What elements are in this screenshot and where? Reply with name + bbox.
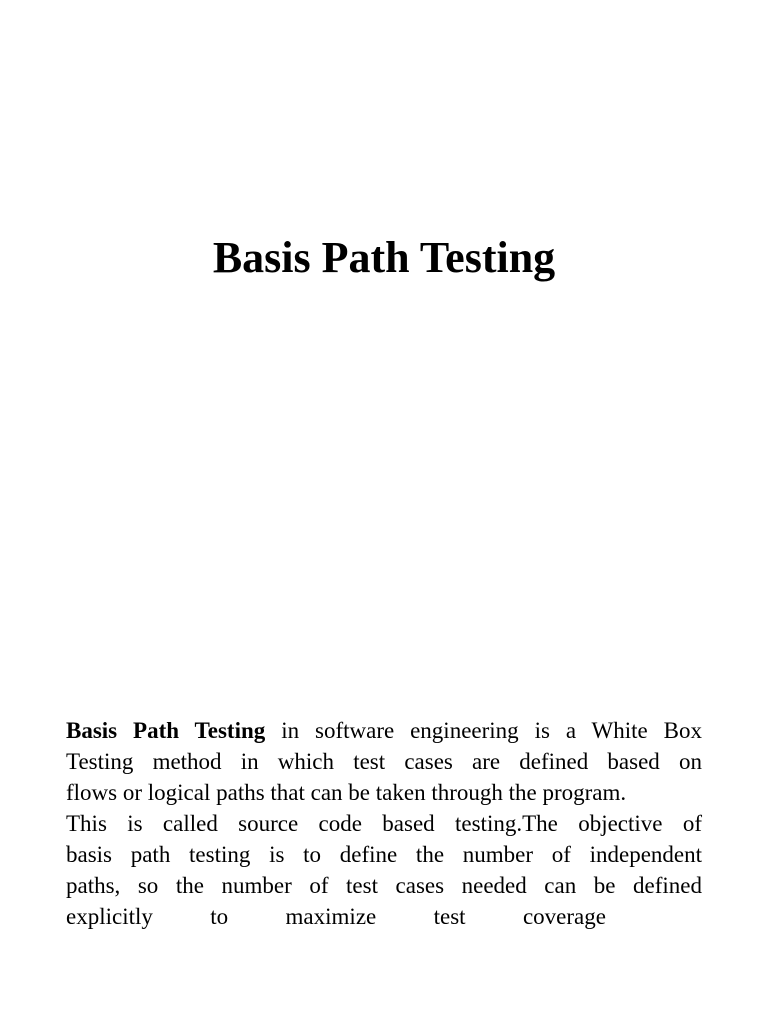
paragraph-line-5: basis path testing is to define the number of independent (66, 842, 702, 867)
paragraph-line-6: paths, so the number of test cases needed can be defined (66, 873, 702, 898)
paragraph-line-4: This is called source code based testing.The objective of (66, 811, 702, 836)
line-7-word: coverage (522, 904, 606, 929)
paragraph-line-7 (66, 901, 606, 932)
body-paragraph (66, 715, 702, 932)
line-7-word: test (433, 904, 466, 929)
paragraph-line-1 (66, 715, 702, 746)
line-7-word: maximize (285, 904, 377, 929)
lead-term: Basis Path Testing (66, 718, 266, 743)
paragraph-line-2: Testing method in which test cases are defined based on (66, 749, 702, 774)
document-title: Basis Path Testing (212, 233, 556, 282)
paragraph-line-3: flows or logical paths that can be taken through the program. (66, 780, 627, 805)
line-1-text: in software engineering is a White Box (265, 718, 702, 743)
line-7-word: to (210, 904, 229, 929)
line-7-word: explicitly (66, 904, 153, 929)
